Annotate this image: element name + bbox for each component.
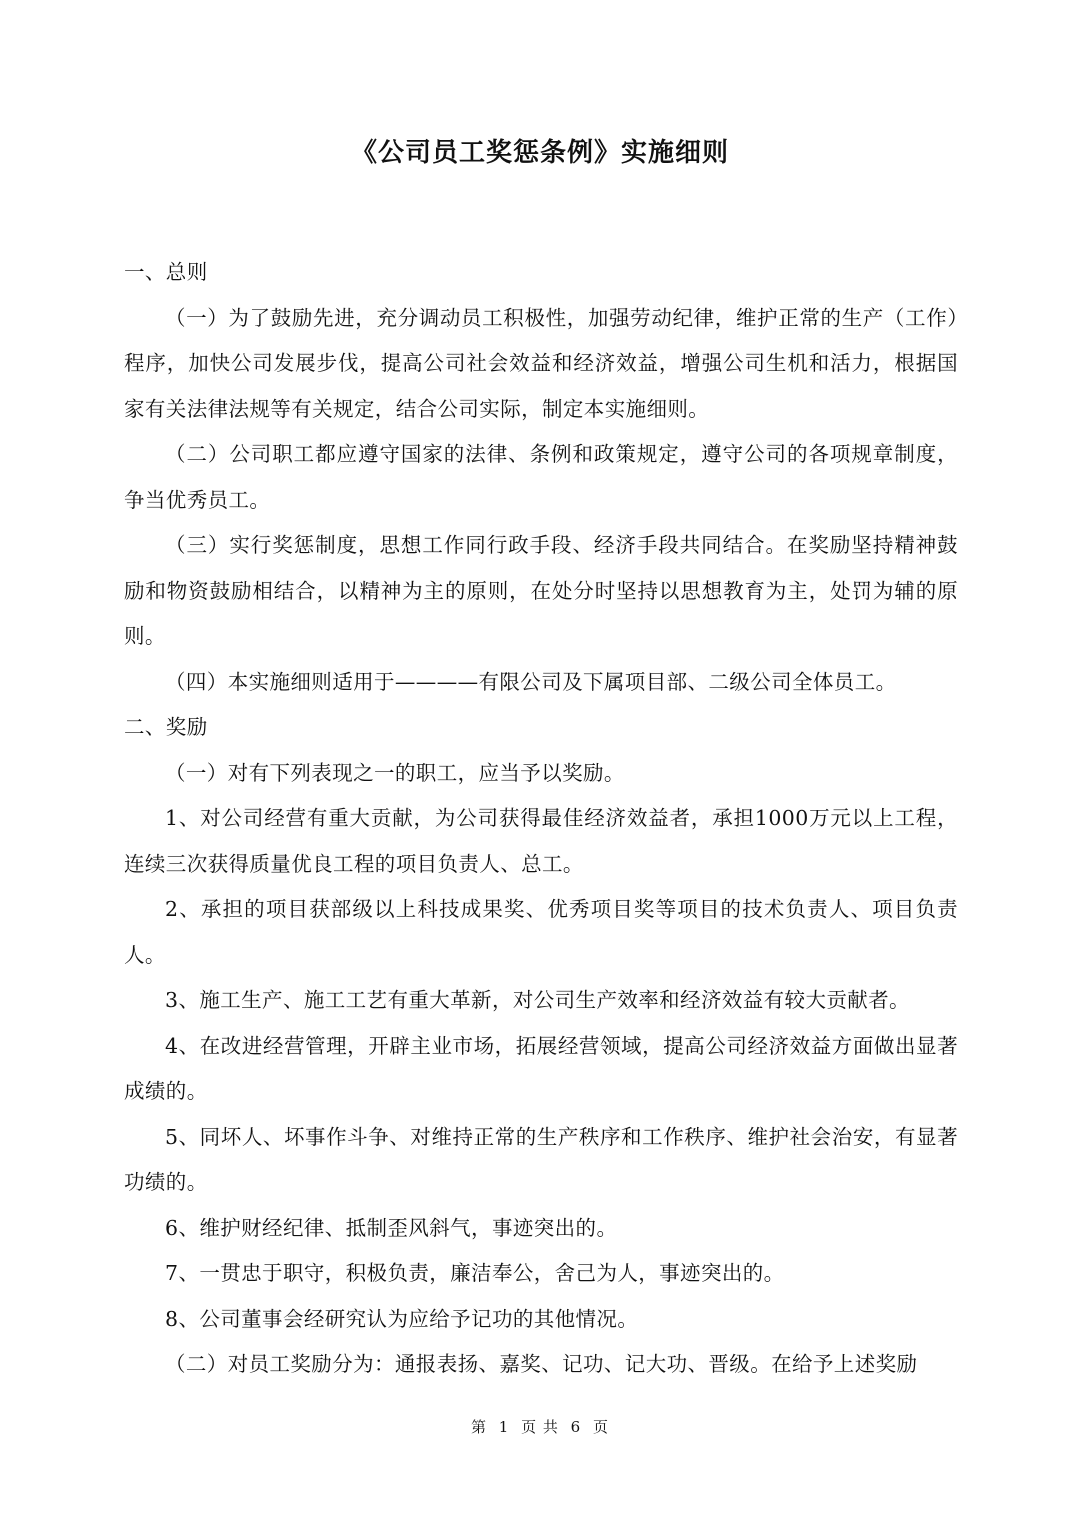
list-item: 3、施工生产、施工工艺有重大革新，对公司生产效率和经济效益有较大贡献者。 <box>165 988 910 1012</box>
list-item: 2、承担的项目获部级以上科技成果奖、优秀项目奖等项目的技术负责人、项目负责人。 <box>124 897 958 967</box>
list-item: 1、对公司经营有重大贡献，为公司获得最佳经济效益者，承担1000万元以上工程，连续三次获得质量优良工程的项目负责人、总工。 <box>124 806 958 876</box>
paragraph: （二）公司职工都应遵守国家的法律、条例和政策规定，遵守公司的各项规章制度，争当优秀员工。 <box>124 442 958 512</box>
list-item: 8、公司董事会经研究认为应给予记功的其他情况。 <box>165 1306 639 1331</box>
document-body <box>124 250 958 1388</box>
page-footer <box>0 1416 1080 1437</box>
paragraph: （一）对有下列表现之一的职工，应当予以奖励。 <box>165 760 625 785</box>
list-item: 4、在改进经营管理，开辟主业市场，拓展经营领域，提高公司经济效益方面做出显著成绩的。 <box>124 1033 958 1103</box>
section-heading-rewards: 二、奖励 <box>124 715 208 739</box>
list-item: 5、同坏人、坏事作斗争、对维持正常的生产秩序和工作秩序、维护社会治安，有显著功绩的。 <box>124 1124 958 1194</box>
list-item: 7、一贯忠于职守，积极负责，廉洁奉公，舍己为人，事迹突出的。 <box>165 1261 785 1285</box>
footer-label-pages: 页 <box>593 1418 610 1436</box>
footer-label-page: 第 <box>470 1418 487 1436</box>
paragraph: （四）本实施细则适用于————有限公司及下属项目部、二级公司全体员工。 <box>165 669 897 694</box>
paragraph: （三）实行奖惩制度，思想工作同行政手段、经济手段共同结合。在奖励坚持精神鼓励和物资鼓励相结合，以精神为主的原则，在处分时坚持以思想教育为主，处罚为辅的原则。 <box>124 533 958 648</box>
paragraph: （一）为了鼓励先进，充分调动员工积极性，加强劳动纪律，维护正常的生产（工作）程序，加快公司发展步伐，提高公司社会效益和经济效益，增强公司生机和活力，根据国家有关法律法规等有关规定，结合公司实际，制定本实施细则。 <box>124 305 958 421</box>
paragraph: （二）对员工奖励分为：通报表扬、嘉奖、记功、记大功、晋级。在给予上述奖励 <box>165 1352 918 1376</box>
list-item: 6、维护财经纪律、抵制歪风斜气，事迹突出的。 <box>165 1215 618 1240</box>
footer-label-of: 页 共 <box>521 1418 559 1436</box>
document-title: 《公司员工奖惩条例》实施细则 <box>350 138 729 168</box>
footer-total-pages: 6 <box>570 1418 582 1436</box>
section-heading-general: 一、总则 <box>124 260 208 284</box>
footer-current-page: 1 <box>498 1418 510 1436</box>
